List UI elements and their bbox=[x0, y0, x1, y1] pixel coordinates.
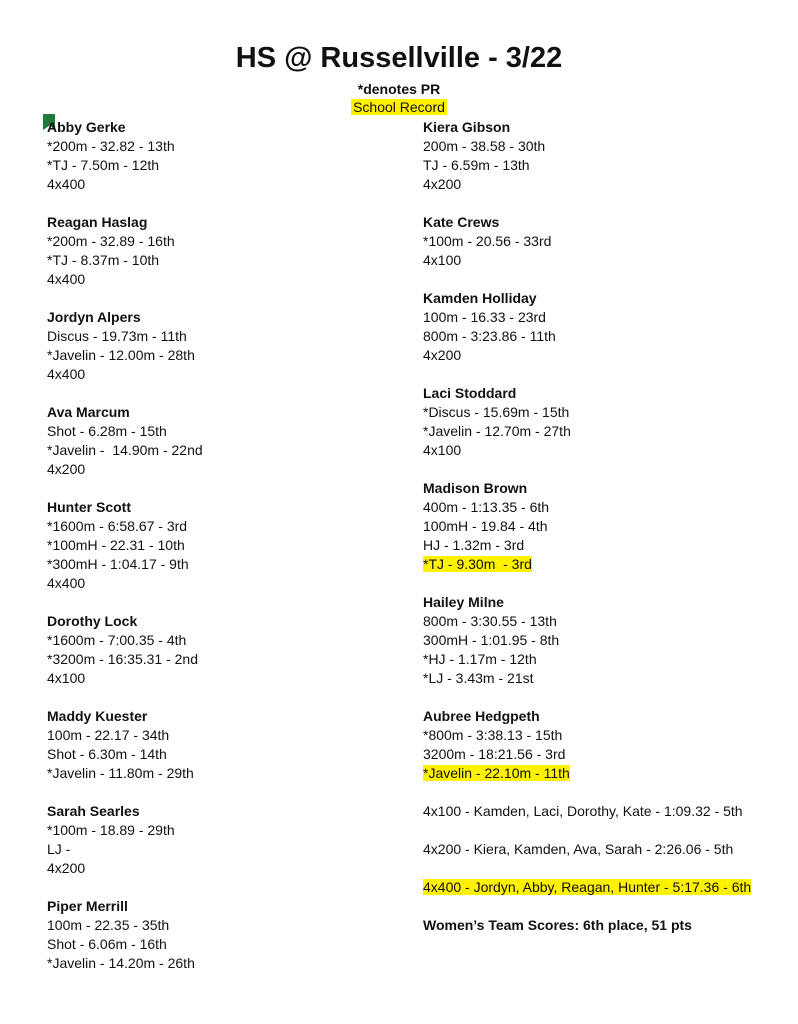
event-result bbox=[47, 156, 407, 175]
school-record-result: *TJ - 9.30m - 3rd bbox=[423, 556, 532, 572]
event-text: *Javelin - 12.00m - 28th bbox=[47, 347, 195, 363]
event-text: *3200m - 16:35.31 - 2nd bbox=[47, 651, 198, 667]
event-text: Shot - 6.28m - 15th bbox=[47, 423, 167, 439]
event-result bbox=[423, 232, 768, 251]
event-result bbox=[47, 327, 407, 346]
event-result bbox=[47, 916, 407, 935]
athlete-entry bbox=[47, 308, 407, 384]
athlete-entry bbox=[47, 118, 407, 194]
event-result bbox=[423, 764, 768, 783]
event-result bbox=[423, 422, 768, 441]
event-result bbox=[423, 517, 768, 536]
event-result bbox=[47, 346, 407, 365]
event-text: 400m - 1:13.35 - 6th bbox=[423, 499, 550, 515]
athlete-name: Ava Marcum bbox=[47, 404, 130, 420]
athlete-entry bbox=[423, 593, 768, 688]
athlete-entry bbox=[47, 802, 407, 878]
event-result bbox=[47, 137, 407, 156]
athlete-name: Piper Merrill bbox=[47, 898, 128, 914]
event-text: 4x100 bbox=[423, 252, 462, 268]
event-text: 4x400 bbox=[47, 366, 86, 382]
event-result bbox=[423, 498, 768, 517]
event-text: 800m - 3:23.86 - 11th bbox=[423, 328, 556, 344]
athlete-entry bbox=[423, 479, 768, 574]
event-result bbox=[423, 669, 768, 688]
athlete-entry bbox=[423, 707, 768, 783]
athlete-name: Madison Brown bbox=[423, 480, 528, 496]
event-text: *200m - 32.82 - 13th bbox=[47, 138, 175, 154]
event-text: 3200m - 18:21.56 - 3rd bbox=[423, 746, 566, 762]
event-result bbox=[423, 612, 768, 631]
event-result bbox=[423, 308, 768, 327]
event-text: 4x200 bbox=[47, 461, 86, 477]
athlete-name: Reagan Haslag bbox=[47, 214, 148, 230]
event-result bbox=[423, 650, 768, 669]
right-athletes bbox=[423, 118, 768, 783]
event-result bbox=[47, 840, 407, 859]
event-result bbox=[423, 745, 768, 764]
event-result bbox=[47, 536, 407, 555]
event-result bbox=[47, 232, 407, 251]
athlete-name: Maddy Kuester bbox=[47, 708, 148, 724]
event-text: 100m - 22.35 - 35th bbox=[47, 917, 170, 933]
athlete-name: Kamden Holliday bbox=[423, 290, 537, 306]
event-text: *Javelin - 11.80m - 29th bbox=[47, 765, 194, 781]
event-result bbox=[47, 650, 407, 669]
school-record-legend: School Record bbox=[353, 99, 445, 115]
athlete-name: Dorothy Lock bbox=[47, 613, 138, 629]
page-title: HS @ Russellville - 3/22 bbox=[235, 42, 563, 74]
athlete-entry bbox=[423, 118, 768, 194]
event-text: 4x200 bbox=[423, 347, 462, 363]
event-text: 4x100 bbox=[423, 442, 462, 458]
event-text: 100m - 16.33 - 23rd bbox=[423, 309, 546, 325]
athlete-entry bbox=[47, 498, 407, 593]
event-result bbox=[423, 536, 768, 555]
event-result bbox=[47, 631, 407, 650]
event-text: 300mH - 1:01.95 - 8th bbox=[423, 632, 560, 648]
event-text: *800m - 3:38.13 - 15th bbox=[423, 727, 563, 743]
event-result bbox=[47, 821, 407, 840]
event-text: 100mH - 19.84 - 4th bbox=[423, 518, 548, 534]
event-result bbox=[423, 555, 768, 574]
event-result bbox=[47, 460, 407, 479]
event-text: *Discus - 15.69m - 15th bbox=[423, 404, 570, 420]
athlete-name: Laci Stoddard bbox=[423, 385, 517, 401]
athlete-name: Kiera Gibson bbox=[423, 119, 511, 135]
event-result bbox=[47, 555, 407, 574]
athlete-name: Hailey Milne bbox=[423, 594, 504, 610]
event-text: *Javelin - 14.20m - 26th bbox=[47, 955, 195, 971]
event-text: *100mH - 22.31 - 10th bbox=[47, 537, 185, 553]
athlete-entry bbox=[47, 213, 407, 289]
event-result bbox=[423, 403, 768, 422]
right-column bbox=[423, 118, 768, 935]
event-text: *Javelin - 14.90m - 22nd bbox=[47, 442, 203, 458]
legend bbox=[0, 99, 798, 117]
event-result bbox=[423, 346, 768, 365]
athlete-name: Abby Gerke bbox=[47, 119, 126, 135]
event-result bbox=[423, 156, 768, 175]
athlete-name: Jordyn Alpers bbox=[47, 309, 141, 325]
event-text: LJ - bbox=[47, 841, 71, 857]
event-text: 4x400 bbox=[47, 176, 86, 192]
event-result bbox=[47, 422, 407, 441]
event-result bbox=[47, 441, 407, 460]
event-text: *100m - 18.89 - 29th bbox=[47, 822, 175, 838]
relay-result bbox=[423, 878, 768, 897]
event-result bbox=[423, 175, 768, 194]
relay-text: 4x100 - Kamden, Laci, Dorothy, Kate - 1:09.32 - 5th bbox=[423, 803, 743, 819]
event-result bbox=[47, 764, 407, 783]
event-result bbox=[47, 745, 407, 764]
event-text: 4x200 bbox=[47, 860, 86, 876]
athlete-name: Aubree Hedgpeth bbox=[423, 708, 540, 724]
school-record-result: *Javelin - 22.10m - 11th bbox=[423, 765, 570, 781]
event-text: *200m - 32.89 - 16th bbox=[47, 233, 175, 249]
athlete-entry bbox=[47, 897, 407, 973]
event-text: *HJ - 1.17m - 12th bbox=[423, 651, 537, 667]
relay-results bbox=[423, 802, 768, 897]
event-text: 800m - 3:30.55 - 13th bbox=[423, 613, 557, 629]
event-text: 4x100 bbox=[47, 670, 86, 686]
athlete-name: Sarah Searles bbox=[47, 803, 140, 819]
event-result bbox=[423, 137, 768, 156]
event-text: *LJ - 3.43m - 21st bbox=[423, 670, 534, 686]
event-result bbox=[423, 441, 768, 460]
event-text: *TJ - 8.37m - 10th bbox=[47, 252, 160, 268]
event-text: TJ - 6.59m - 13th bbox=[423, 157, 530, 173]
event-text: *Javelin - 12.70m - 27th bbox=[423, 423, 571, 439]
team-score: Women’s Team Scores: 6th place, 51 pts bbox=[423, 917, 692, 933]
event-text: Discus - 19.73m - 11th bbox=[47, 328, 187, 344]
event-result bbox=[47, 726, 407, 745]
event-text: 4x400 bbox=[47, 575, 86, 591]
athlete-entry bbox=[47, 403, 407, 479]
athlete-entry bbox=[423, 384, 768, 460]
athlete-entry bbox=[423, 213, 768, 270]
event-text: *TJ - 7.50m - 12th bbox=[47, 157, 160, 173]
event-text: Shot - 6.06m - 16th bbox=[47, 936, 167, 952]
event-text: 100m - 22.17 - 34th bbox=[47, 727, 170, 743]
event-result bbox=[423, 251, 768, 270]
athlete-entry bbox=[423, 289, 768, 365]
event-text: *1600m - 6:58.67 - 3rd bbox=[47, 518, 188, 534]
athlete-name: Kate Crews bbox=[423, 214, 500, 230]
relay-text: 4x200 - Kiera, Kamden, Ava, Sarah - 2:26.06 - 5th bbox=[423, 841, 734, 857]
event-result bbox=[47, 859, 407, 878]
left-column bbox=[47, 118, 407, 992]
pr-note: *denotes PR bbox=[357, 81, 441, 97]
school-record-relay: 4x400 - Jordyn, Abby, Reagan, Hunter - 5:17.36 - 6th bbox=[423, 879, 752, 895]
event-result bbox=[47, 251, 407, 270]
event-result bbox=[47, 935, 407, 954]
event-text: Shot - 6.30m - 14th bbox=[47, 746, 167, 762]
event-text: 200m - 38.58 - 30th bbox=[423, 138, 546, 154]
event-result bbox=[423, 631, 768, 650]
event-result bbox=[423, 726, 768, 745]
athlete-name: Hunter Scott bbox=[47, 499, 131, 515]
event-result bbox=[47, 270, 407, 289]
event-result bbox=[47, 517, 407, 536]
event-result bbox=[47, 669, 407, 688]
event-text: *1600m - 7:00.35 - 4th bbox=[47, 632, 187, 648]
athlete-entry bbox=[47, 707, 407, 783]
event-result bbox=[47, 954, 407, 973]
event-result bbox=[47, 175, 407, 194]
relay-result bbox=[423, 802, 768, 821]
event-text: *100m - 20.56 - 33rd bbox=[423, 233, 552, 249]
event-text: 4x400 bbox=[47, 271, 86, 287]
relay-result bbox=[423, 840, 768, 859]
event-text: *300mH - 1:04.17 - 9th bbox=[47, 556, 189, 572]
event-text: HJ - 1.32m - 3rd bbox=[423, 537, 525, 553]
event-result bbox=[423, 327, 768, 346]
event-text: 4x200 bbox=[423, 176, 462, 192]
event-result bbox=[47, 574, 407, 593]
athlete-entry bbox=[47, 612, 407, 688]
event-result bbox=[47, 365, 407, 384]
